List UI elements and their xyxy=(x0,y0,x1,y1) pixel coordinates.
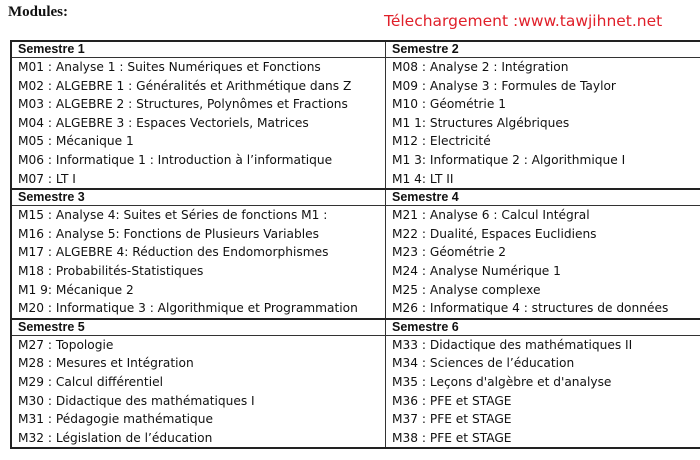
semester-title: Semestre 5 xyxy=(12,320,385,336)
module-item: M15 : Analyse 4: Suites et Séries de fonctions M1 : xyxy=(18,208,328,223)
module-item: M17 : ALGEBRE 4: Réduction des Endomorphismes xyxy=(18,245,329,260)
page-heading: Modules: xyxy=(8,4,68,20)
module-item: M1 4: LT II xyxy=(392,171,454,186)
module-item: M03 : ALGEBRE 2 : Structures, Polynômes et Fractions xyxy=(18,97,348,112)
module-item: M18 : Probabilités-Statistiques xyxy=(18,263,204,278)
semester-title: Semestre 1 xyxy=(12,42,385,58)
module-item: M1 9: Mécanique 2 xyxy=(18,282,134,297)
module-item: M22 : Dualité, Espaces Euclidiens xyxy=(392,226,597,241)
semester-cell-5 xyxy=(11,319,386,449)
semester-row-2 xyxy=(11,189,700,319)
module-item: M36 : PFE et STAGE xyxy=(392,393,512,408)
module-item: M1 1: Structures Algébriques xyxy=(392,115,570,130)
module-item: M07 : LT I xyxy=(18,171,76,186)
semester-cell-1 xyxy=(11,41,386,189)
module-item: M26 : Informatique 4 : structures de données xyxy=(392,301,669,316)
module-item: M25 : Analyse complexe xyxy=(392,282,541,297)
module-item: M09 : Analyse 3 : Formules de Taylor xyxy=(392,78,616,93)
module-item: M28 : Mesures et Intégration xyxy=(18,356,194,371)
modules-table xyxy=(10,40,700,449)
module-item: M27 : Topologie xyxy=(18,337,114,352)
module-item: M38 : PFE et STAGE xyxy=(392,430,512,445)
semester-cell-3 xyxy=(11,189,386,319)
semester-title: Semestre 4 xyxy=(386,190,700,206)
semester-title: Semestre 6 xyxy=(386,320,700,336)
watermark-text: Télechargement :www.tawjihnet.net xyxy=(384,12,663,30)
module-item: M04 : ALGEBRE 3 : Espaces Vectoriels, Matrices xyxy=(18,115,309,130)
module-item: M35 : Leçons d'algèbre et d'analyse xyxy=(392,374,612,389)
module-item: M34 : Sciences de l’éducation xyxy=(392,356,575,371)
module-item: M08 : Analyse 2 : Intégration xyxy=(392,60,569,74)
module-item: M29 : Calcul différentiel xyxy=(18,374,163,389)
module-item: M10 : Géométrie 1 xyxy=(392,97,506,112)
module-item: M06 : Informatique 1 : Introduction à l’informatique xyxy=(18,152,333,167)
module-item: M32 : Législation de l’éducation xyxy=(18,430,213,445)
module-item: M31 : Pédagogie mathématique xyxy=(18,412,213,427)
module-item: M02 : ALGEBRE 1 : Généralités et Arithmétique dans Z xyxy=(18,78,352,93)
semester-title: Semestre 3 xyxy=(12,190,385,206)
semester-title: Semestre 2 xyxy=(386,42,700,58)
module-item: M21 : Analyse 6 : Calcul Intégral xyxy=(392,208,590,223)
semester-cell-6 xyxy=(386,319,700,449)
semester-cell-2 xyxy=(386,41,700,189)
semester-row-3 xyxy=(11,319,700,449)
module-item: M33 : Didactique des mathématiques II xyxy=(392,337,633,352)
semester-cell-4 xyxy=(386,189,700,319)
semester-row-1 xyxy=(11,41,700,189)
module-item: M24 : Analyse Numérique 1 xyxy=(392,263,561,278)
module-item: M30 : Didactique des mathématiques I xyxy=(18,393,255,408)
module-item: M20 : Informatique 3 : Algorithmique et Programmation xyxy=(18,301,358,316)
module-item: M05 : Mécanique 1 xyxy=(18,134,134,149)
module-item: M12 : Electricité xyxy=(392,134,491,149)
module-item: M16 : Analyse 5: Fonctions de Plusieurs Variables xyxy=(18,226,319,241)
module-item: M01 : Analyse 1 : Suites Numériques et Fonctions xyxy=(18,60,321,74)
module-item: M23 : Géométrie 2 xyxy=(392,245,506,260)
module-item: M1 3: Informatique 2 : Algorithmique I xyxy=(392,152,626,167)
module-item: M37 : PFE et STAGE xyxy=(392,412,512,427)
